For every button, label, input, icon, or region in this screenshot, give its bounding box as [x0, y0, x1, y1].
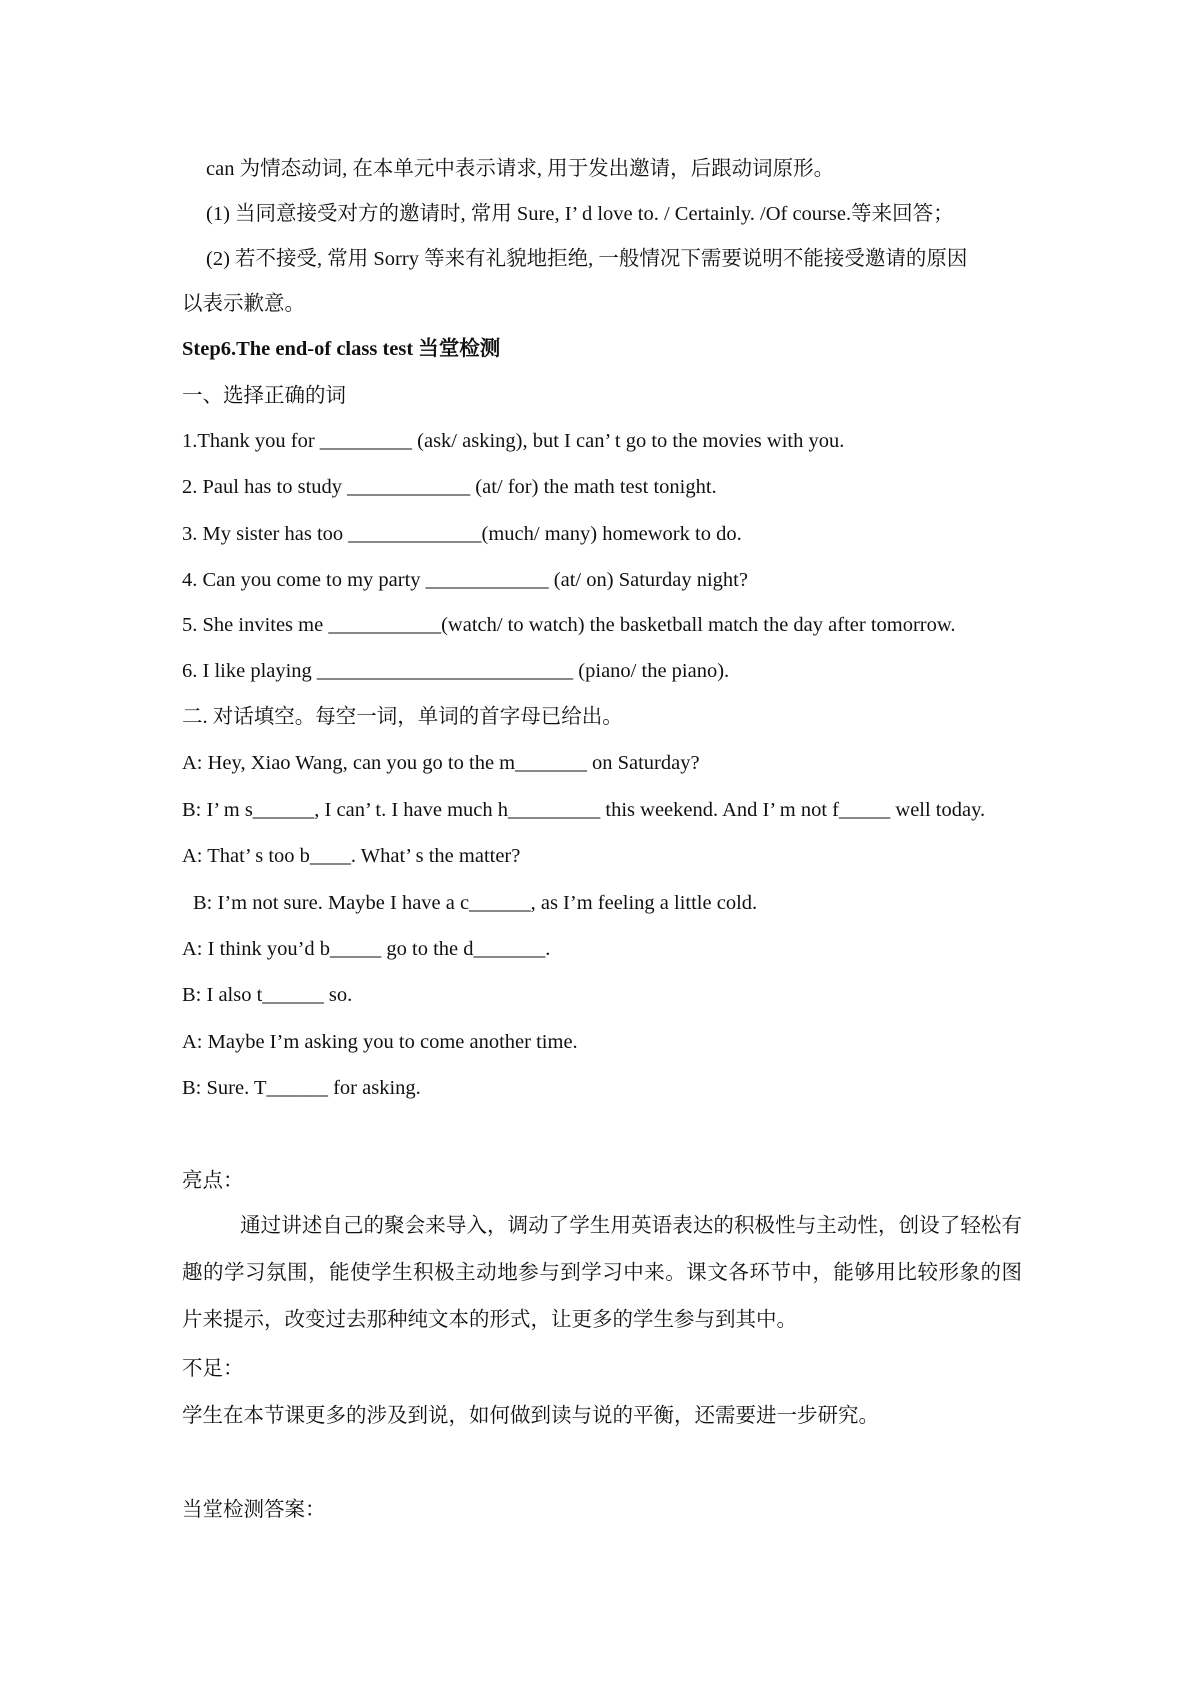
highlights-paragraph	[182, 1203, 1022, 1344]
dialogue-line-2: B: I’ m s______, I can’ t. I have much h_________ this weekend. And I’ m not f_____ well today.	[182, 799, 986, 821]
part1-title: 一、选择正确的词	[182, 385, 346, 407]
grammar-note-line-4: 以表示歉意。	[182, 293, 305, 315]
dialogue-line-4: B: I’m not sure. Maybe I have a c______, as I’m feeling a little cold.	[193, 892, 758, 914]
shortcomings-text: 学生在本节课更多的涉及到说，如何做到读与说的平衡，还需要进一步研究。	[182, 1405, 879, 1427]
grammar-note-line-2: (1) 当同意接受对方的邀请时, 常用 Sure, I’ d love to. / Certainly. /Of course.等来回答；	[206, 203, 954, 225]
highlights-text: 通过讲述自己的聚会来导入，调动了学生用英语表达的积极性与主动性，创设了轻松有趣的学习氛围，能使学生积极主动地参与到学习中来。课文各环节中，能够用比较形象的图片来提示，改变过去那种纯文本的形式，让更多的学生参与到其中。	[182, 1215, 1022, 1331]
part2-title: 二. 对话填空。每空一词，单词的首字母已给出。	[182, 706, 623, 728]
dialogue-line-8: B: Sure. T______ for asking.	[182, 1077, 421, 1099]
highlights-title: 亮点：	[182, 1170, 244, 1192]
dialogue-line-1: A: Hey, Xiao Wang, can you go to the m_______ on Saturday?	[182, 752, 700, 774]
quiz-item-3: 3. My sister has too _____________(much/ many) homework to do.	[182, 523, 742, 545]
quiz-item-2: 2. Paul has to study ____________ (at/ for) the math test tonight.	[182, 476, 717, 498]
quiz-item-5: 5. She invites me ___________(watch/ to watch) the basketball match the day after tomorrow.	[182, 614, 956, 636]
quiz-item-6: 6. I like playing _________________________ (piano/ the piano).	[182, 660, 730, 682]
step6-heading: Step6.The end-of class test 当堂检测	[182, 338, 501, 360]
grammar-note-line-1: can 为情态动词, 在本单元中表示请求, 用于发出邀请，后跟动词原形。	[206, 158, 835, 180]
dialogue-line-7: A: Maybe I’m asking you to come another time.	[182, 1031, 578, 1053]
dialogue-line-5: A: I think you’d b_____ go to the d_______.	[182, 938, 551, 960]
grammar-note-line-3: (2) 若不接受, 常用 Sorry 等来有礼貌地拒绝, 一般情况下需要说明不能接受邀请的原因	[206, 248, 968, 270]
dialogue-line-6: B: I also t______ so.	[182, 984, 353, 1006]
answers-title: 当堂检测答案：	[182, 1499, 326, 1521]
dialogue-line-3: A: That’ s too b____. What’ s the matter?	[182, 845, 521, 867]
quiz-item-4: 4. Can you come to my party ____________ (at/ on) Saturday night?	[182, 569, 748, 591]
quiz-item-1: 1.Thank you for _________ (ask/ asking), but I can’ t go to the movies with you.	[182, 430, 845, 452]
shortcomings-title: 不足：	[182, 1358, 244, 1380]
